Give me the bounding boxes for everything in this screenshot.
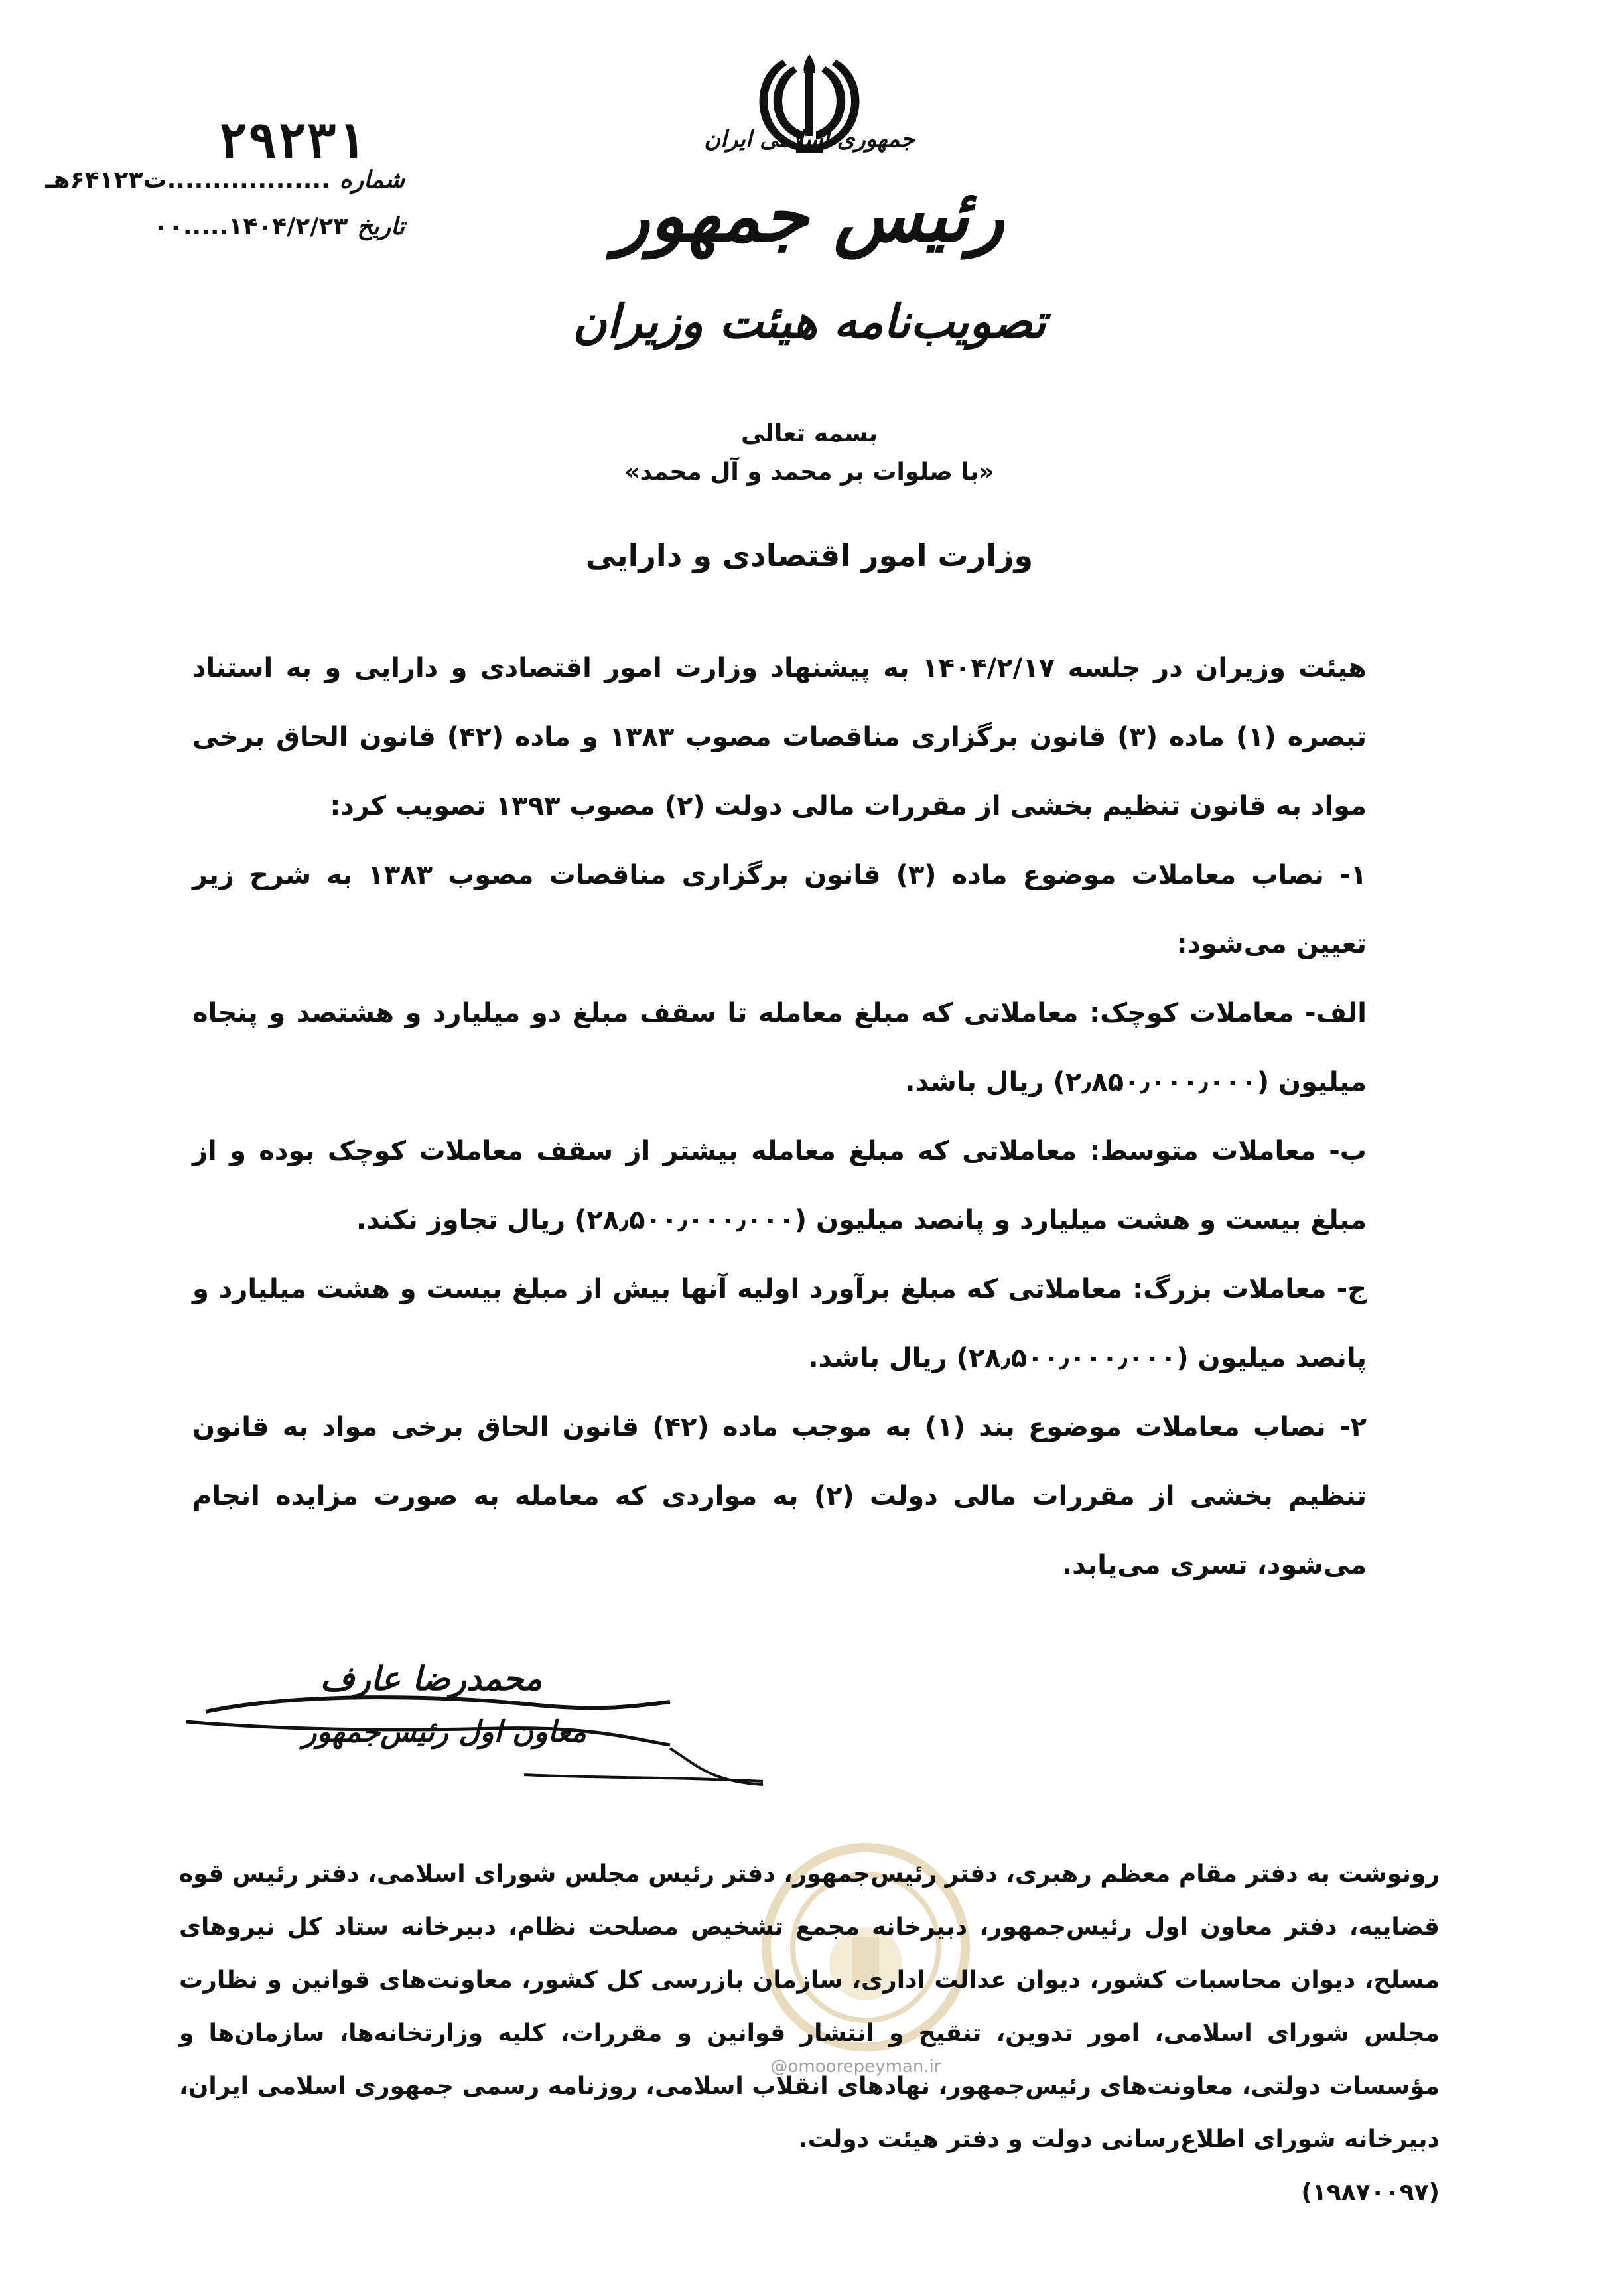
reference-date-row	[7, 212, 405, 240]
signatory-title: معاون اول رئیس‌جمهور	[303, 1715, 586, 1749]
body-item-1-c: ج- معاملات بزرگ: معاملاتی که مبلغ برآورد اولیه آنها بیش از مبلغ بیست و هشت میلیارد و پانصد میلیون (۲۸٫۵۰۰٫۰۰۰٫۰۰۰) ریال باشد.	[192, 1274, 1367, 1373]
body-item-1-b: ب- معاملات متوسط: معاملاتی که مبلغ معامله بیشتر از سقف معاملات کوچک بوده و از مبلغ بیست و هشت میلیارد و پانصد میلیون (۲۸٫۵۰۰٫۰۰۰٫۰۰۰) ریال تجاوز نکند.	[192, 1136, 1367, 1235]
reference-number-value: ..................ت۶۴۱۲۳هـ	[45, 167, 330, 194]
preamble-line-1: بسمه تعالی	[741, 420, 878, 447]
signatory-name: محمدرضا عارف	[320, 1659, 543, 1698]
reference-number-stamp: ۲۹۲۳۱	[218, 113, 366, 170]
carbon-copy-list	[179, 1848, 1440, 2219]
carbon-copy-recipients: دفتر مقام معظم رهبری، دفتر رئیس‌جمهور، دفتر رئیس مجلس شورای اسلامی، دفتر رئیس قوه قضاییه، دفتر معاون اول رئیس‌جمهور، دبیرخانه مجمع تشخیص مصلحت نظام، دبیرخانه ستاد کل نیروهای مسلح، دیوان محاسبات کشور، دیوان عدالت اداری، سازمان بازرسی کل کشور، معاونت‌های قوانین و نظارت مجلس شورای اسلامی، امور تدوین، تنقیح و انتشار قوانین و مقررات، کلیه وزارتخانه‌ها، سازمان‌ها و مؤسسات دولتی، معاونت‌های رئیس‌جمهور، نهادهای انقلاب اسلامی، روزنامه رسمی جمهوری اسلامی ایران، دبیرخانه شورای اطلاع‌رسانی دولت و دفتر هیئت دولت.	[179, 1860, 1440, 2153]
reference-date-value: ۱۴۰۴/۲/۲۳.....۰۰	[153, 213, 348, 240]
reference-number-row	[7, 166, 405, 194]
approval-title: تصویب‌نامه هیئت وزیران	[573, 294, 1046, 349]
iran-emblem-icon	[736, 46, 882, 186]
reference-number-label: شماره	[339, 166, 405, 194]
president-title: رئیس جمهور	[614, 173, 1004, 258]
watermark-url: @omoorepeyman.ir	[770, 2057, 941, 2077]
body-item-1-a: الف- معاملات کوچک: معاملاتی که مبلغ معامله تا سقف مبلغ دو میلیارد و هشتصد و پنجاه میلیون (۲٫۸۵۰٫۰۰۰٫۰۰۰) ریال باشد.	[192, 998, 1367, 1097]
decree-body	[192, 634, 1440, 1600]
carbon-copy-heading: رونوشت به	[1306, 1860, 1440, 1888]
body-item-2: ۲- نصاب معاملات موضوع بند (۱) به موجب ماده (۴۲) قانون الحاق برخی مواد به قانون تنظیم بخشی از مقررات مالی دولت (۲) به مواردی که معامله به صورت مزایده انجام می‌شود، تسری می‌یابد.	[192, 1412, 1367, 1580]
document-code: (۱۹۸۷۰۰۹۷)	[1301, 2179, 1440, 2206]
ministry-heading: وزارت امور اقتصادی و دارایی	[585, 537, 1034, 573]
preamble	[531, 415, 1088, 492]
republic-title: جمهوری اسلامی ایران	[704, 126, 915, 153]
body-item-1: ۱- نصاب معاملات موضوع ماده (۳) قانون برگزاری مناقصات مصوب ۱۳۸۳ به شرح زیر تعیین می‌شود:	[192, 860, 1367, 959]
preamble-line-2: «با صلوات بر محمد و آل محمد»	[624, 458, 994, 486]
reference-date-label: تاریخ	[357, 212, 405, 240]
body-intro: هیئت وزیران در جلسه ۱۴۰۴/۲/۱۷ به پیشنهاد وزارت امور اقتصادی و دارایی و به استناد تبصره (۱) ماده (۳) قانون برگزاری مناقصات مصوب ۱۳۸۳ و ماده (۴۲) قانون الحاق برخی مواد به قانون تنظیم بخشی از مقررات مالی دولت (۲) مصوب ۱۳۹۳ تصویب کرد:	[192, 653, 1367, 821]
